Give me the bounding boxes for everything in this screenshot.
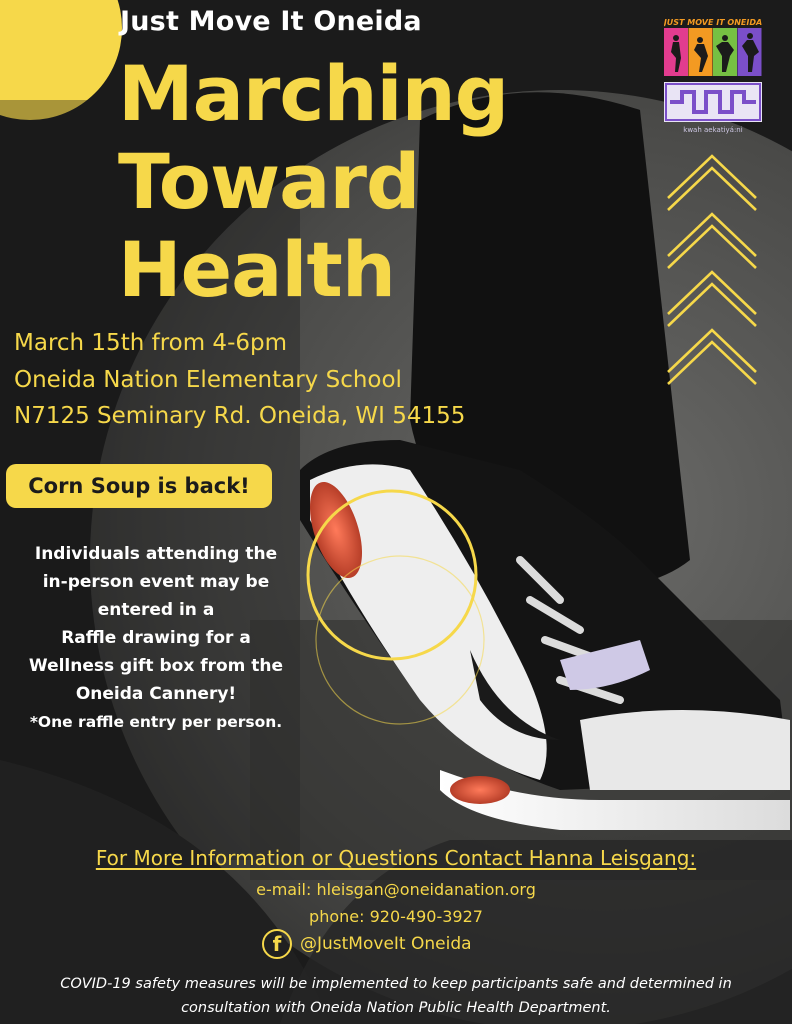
covid-line-2: consultation with Oneida Nation Public Health Department. <box>181 1000 611 1016</box>
event-date-time: March 15th from 4-6pm <box>14 330 288 356</box>
title-line-3: Health <box>118 225 395 314</box>
raffle-line: Wellness gift box from the <box>28 656 284 676</box>
raffle-note: *One raffle entry per person. <box>29 713 283 731</box>
raffle-line: in-person event may be <box>42 572 270 592</box>
contact-phone[interactable]: phone: 920-490-3927 <box>309 907 483 926</box>
contact-email[interactable]: e-mail: hleisgan@oneidanation.org <box>256 880 536 899</box>
logo-subtitle: kwah aekatiyá:ni <box>683 126 743 134</box>
raffle-description <box>8 540 304 736</box>
organization-name: Just Move It Oneida <box>120 6 422 37</box>
contact-heading: For More Information or Questions Contact Hanna Leisgang: <box>95 846 697 870</box>
facebook-icon: f <box>262 929 292 959</box>
event-venue: Oneida Nation Elementary School <box>14 367 402 393</box>
just-move-it-oneida-logo <box>664 16 762 136</box>
covid-line-1: COVID-19 safety measures will be implemented to keep participants safe and determined in <box>60 976 732 992</box>
title-line-1: Marching <box>118 49 509 138</box>
corn-soup-badge: Corn Soup is back! <box>6 464 272 508</box>
raffle-line: Oneida Cannery! <box>75 684 237 704</box>
social-link[interactable] <box>262 927 472 961</box>
logo-title: JUST MOVE IT ONEIDA <box>664 18 762 27</box>
social-handle: @JustMoveIt Oneida <box>300 934 472 954</box>
covid-notice <box>20 972 772 1020</box>
raffle-line: entered in a <box>97 600 215 620</box>
chevron-up-arrows-icon <box>666 146 760 396</box>
raffle-line: Raffle drawing for a <box>61 628 251 648</box>
title-line-2: Toward <box>118 137 420 226</box>
raffle-line: Individuals attending the <box>34 544 278 564</box>
event-address: N7125 Seminary Rd. Oneida, WI 54155 <box>14 403 466 429</box>
